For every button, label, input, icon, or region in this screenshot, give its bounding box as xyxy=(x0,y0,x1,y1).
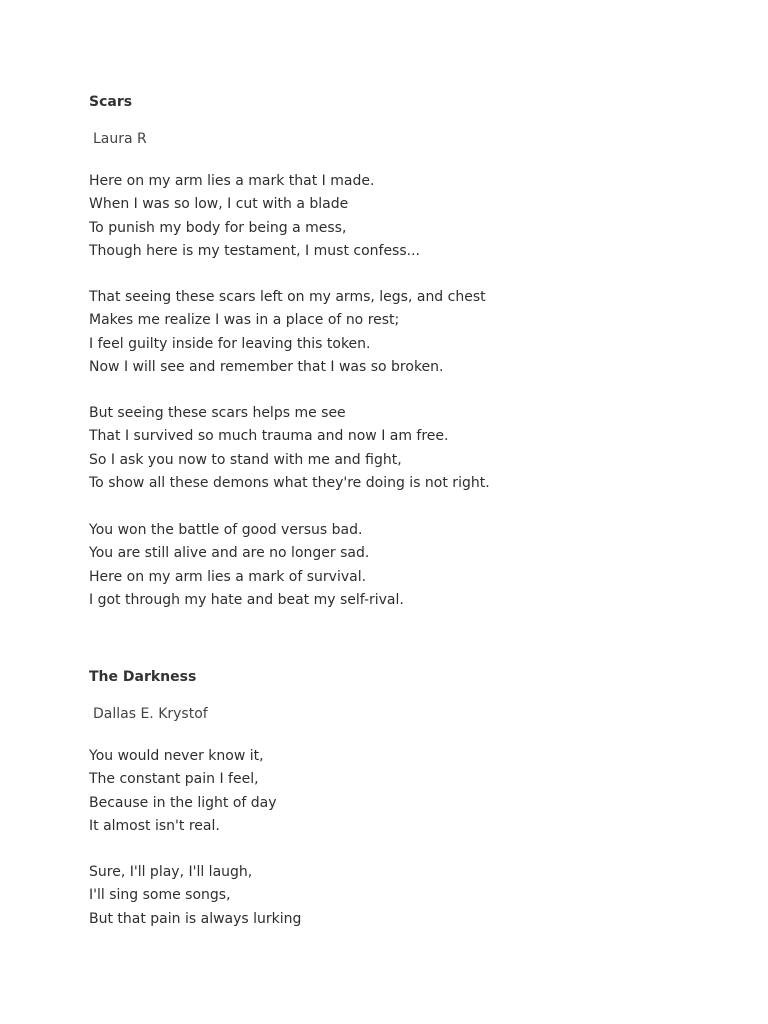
poem-title: The Darkness xyxy=(89,669,197,685)
poem-line: But seeing these scars helps me see xyxy=(89,405,346,421)
poem-line: Because in the light of day xyxy=(89,794,277,811)
poem-title: Scars xyxy=(89,94,133,110)
poem-line: It almost isn't real. xyxy=(89,817,220,834)
poem-line: I feel guilty inside for leaving this token. xyxy=(89,335,371,352)
poem-line: Now I will see and remember that I was so broken. xyxy=(89,358,444,375)
poem-author: Dallas E. Krystof xyxy=(93,706,208,722)
poem-line: But that pain is always lurking xyxy=(89,910,302,927)
poem-line: So I ask you now to stand with me and fight, xyxy=(89,451,402,468)
poem-line: To punish my body for being a mess, xyxy=(89,219,347,236)
poem-line: You won the battle of good versus bad. xyxy=(89,522,363,538)
stanza xyxy=(89,170,420,263)
stanza xyxy=(89,402,490,495)
poem-author: Laura R xyxy=(93,131,147,147)
poem-line: The constant pain I feel, xyxy=(89,771,259,788)
poem-line: That I survived so much trauma and now I am free. xyxy=(89,428,449,445)
poem-line: I got through my hate and beat my self-rival. xyxy=(89,591,404,608)
poem-line: Here on my arm lies a mark of survival. xyxy=(89,568,367,585)
stanza xyxy=(89,861,301,931)
poem-line: That seeing these scars left on my arms, legs, and chest xyxy=(89,289,486,305)
stanza xyxy=(89,519,404,612)
poem-line: You are still alive and are no longer sad. xyxy=(89,545,370,562)
poem-line: I'll sing some songs, xyxy=(89,887,231,904)
stanza xyxy=(89,745,277,838)
poem-line: Here on my arm lies a mark that I made. xyxy=(89,173,375,189)
poem-line: Makes me realize I was in a place of no rest; xyxy=(89,312,400,329)
stanza xyxy=(89,286,486,379)
poem-line: You would never know it, xyxy=(89,748,264,764)
poem-line: When I was so low, I cut with a blade xyxy=(89,196,349,213)
poem-line: Though here is my testament, I must confess... xyxy=(89,242,420,259)
poem-line: Sure, I'll play, I'll laugh, xyxy=(89,864,253,880)
poem-line: To show all these demons what they're doing is not right. xyxy=(89,474,490,491)
